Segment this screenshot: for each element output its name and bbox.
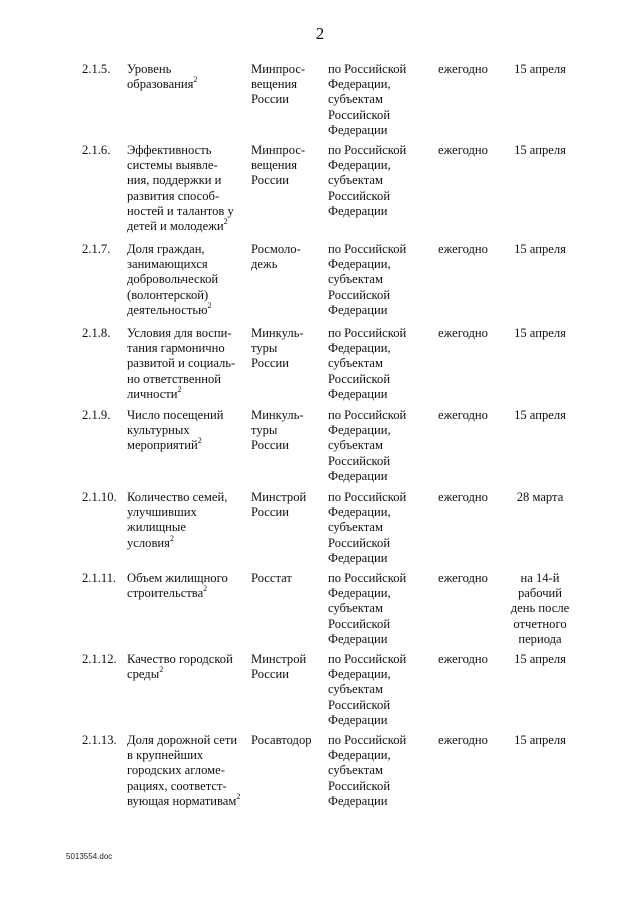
footnote-marker: 2 bbox=[177, 384, 182, 394]
indicator-name bbox=[127, 733, 249, 809]
indicator-name-text: Доля граждан, занимающихся добровольческой (волонтерской) деятельностью bbox=[127, 242, 219, 317]
table-row bbox=[0, 408, 640, 490]
indicator-name-text: Количество семей, улучшивших жилищные условия bbox=[127, 490, 228, 550]
deadline: 15 апреля bbox=[514, 326, 566, 340]
row-number: 2.1.11. bbox=[82, 571, 117, 585]
indicator-name-text: Объем жилищного строительства bbox=[127, 571, 228, 601]
deadline: 15 апреля bbox=[514, 733, 566, 747]
table-row bbox=[0, 733, 640, 815]
table-row bbox=[0, 62, 640, 143]
indicator-name bbox=[127, 571, 249, 601]
responsible-body: Минстрой России bbox=[251, 490, 307, 520]
footnote-marker: 2 bbox=[193, 75, 198, 85]
indicator-name bbox=[127, 490, 249, 551]
breakdown-level: по Российской Федерации, субъектам Российской Федерации bbox=[328, 326, 407, 401]
breakdown-level: по Российской Федерации, субъектам Российской Федерации bbox=[328, 143, 407, 218]
table-row bbox=[0, 571, 640, 652]
responsible-body: Минкуль- туры России bbox=[251, 408, 304, 453]
row-number: 2.1.13. bbox=[82, 733, 117, 747]
row-number: 2.1.12. bbox=[82, 652, 117, 666]
responsible-body: Росавтодор bbox=[251, 733, 312, 747]
breakdown-level: по Российской Федерации, субъектам Российской Федерации bbox=[328, 242, 407, 317]
footnote-marker: 2 bbox=[159, 665, 164, 675]
breakdown-level: по Российской Федерации, субъектам Российской Федерации bbox=[328, 652, 407, 727]
deadline: на 14-й рабочий день после отчетного периода bbox=[510, 571, 570, 646]
indicator-table bbox=[0, 62, 640, 815]
footnote-marker: 2 bbox=[203, 584, 208, 594]
table-row bbox=[0, 490, 640, 571]
deadline: 28 марта bbox=[516, 490, 564, 504]
page-number: 2 bbox=[315, 24, 325, 43]
deadline: 15 апреля bbox=[514, 408, 566, 422]
indicator-name-text: Доля дорожной сети в крупнейших городских агломе- рациях, соответст- вующая нормативам bbox=[127, 733, 238, 808]
deadline: 15 апреля bbox=[514, 652, 566, 666]
footnote-marker: 2 bbox=[207, 300, 212, 310]
breakdown-level: по Российской Федерации, субъектам Российской Федерации bbox=[328, 571, 407, 646]
indicator-name-text: Эффективность системы выявле- ния, поддержки и развития способ- ностей и талантов у детей и молодежи bbox=[127, 143, 234, 234]
table-row bbox=[0, 143, 640, 242]
table-row bbox=[0, 242, 640, 326]
indicator-name-text: Число посещений культурных мероприятий bbox=[127, 408, 224, 453]
breakdown-level: по Российской Федерации, субъектам Российской Федерации bbox=[328, 408, 407, 483]
breakdown-level: по Российской Федерации, субъектам Российской Федерации bbox=[328, 490, 407, 565]
responsible-body: Минстрой России bbox=[251, 652, 307, 682]
indicator-name bbox=[127, 326, 249, 402]
row-number: 2.1.8. bbox=[82, 326, 111, 340]
footnote-marker: 2 bbox=[169, 533, 174, 543]
table-row bbox=[0, 326, 640, 408]
indicator-name bbox=[127, 408, 249, 454]
periodicity: ежегодно bbox=[438, 143, 488, 157]
row-number: 2.1.10. bbox=[82, 490, 117, 504]
footnote-marker: 2 bbox=[236, 791, 241, 801]
indicator-name bbox=[127, 62, 249, 92]
row-number: 2.1.7. bbox=[82, 242, 111, 256]
deadline: 15 апреля bbox=[514, 143, 566, 157]
indicator-name-text: Качество городской среды bbox=[127, 652, 233, 682]
breakdown-level: по Российской Федерации, субъектам Российской Федерации bbox=[328, 62, 407, 137]
document-filename: 5013554.doc bbox=[66, 852, 113, 861]
indicator-name bbox=[127, 242, 249, 318]
responsible-body: Минкуль- туры России bbox=[251, 326, 304, 371]
footnote-marker: 2 bbox=[197, 436, 202, 446]
row-number: 2.1.9. bbox=[82, 408, 111, 422]
periodicity: ежегодно bbox=[438, 652, 488, 666]
indicator-name bbox=[127, 143, 249, 234]
responsible-body: Минпрос- вещения России bbox=[251, 62, 306, 107]
deadline: 15 апреля bbox=[514, 242, 566, 256]
indicator-name-text: Уровень образования bbox=[127, 62, 194, 92]
row-number: 2.1.5. bbox=[82, 62, 111, 76]
responsible-body: Росстат bbox=[251, 571, 292, 585]
table-row bbox=[0, 652, 640, 733]
periodicity: ежегодно bbox=[438, 62, 488, 76]
periodicity: ежегодно bbox=[438, 490, 488, 504]
footnote-marker: 2 bbox=[223, 217, 228, 227]
breakdown-level: по Российской Федерации, субъектам Российской Федерации bbox=[328, 733, 407, 808]
responsible-body: Росмоло- дежь bbox=[251, 242, 301, 272]
row-number: 2.1.6. bbox=[82, 143, 111, 157]
deadline: 15 апреля bbox=[514, 62, 566, 76]
periodicity: ежегодно bbox=[438, 733, 488, 747]
responsible-body: Минпрос- вещения России bbox=[251, 143, 306, 188]
periodicity: ежегодно bbox=[438, 326, 488, 340]
indicator-name bbox=[127, 652, 249, 682]
periodicity: ежегодно bbox=[438, 242, 488, 256]
indicator-name-text: Условия для воспи- тания гармонично развитой и социаль- но ответственной личности bbox=[127, 326, 236, 401]
periodicity: ежегодно bbox=[438, 408, 488, 422]
periodicity: ежегодно bbox=[438, 571, 488, 585]
